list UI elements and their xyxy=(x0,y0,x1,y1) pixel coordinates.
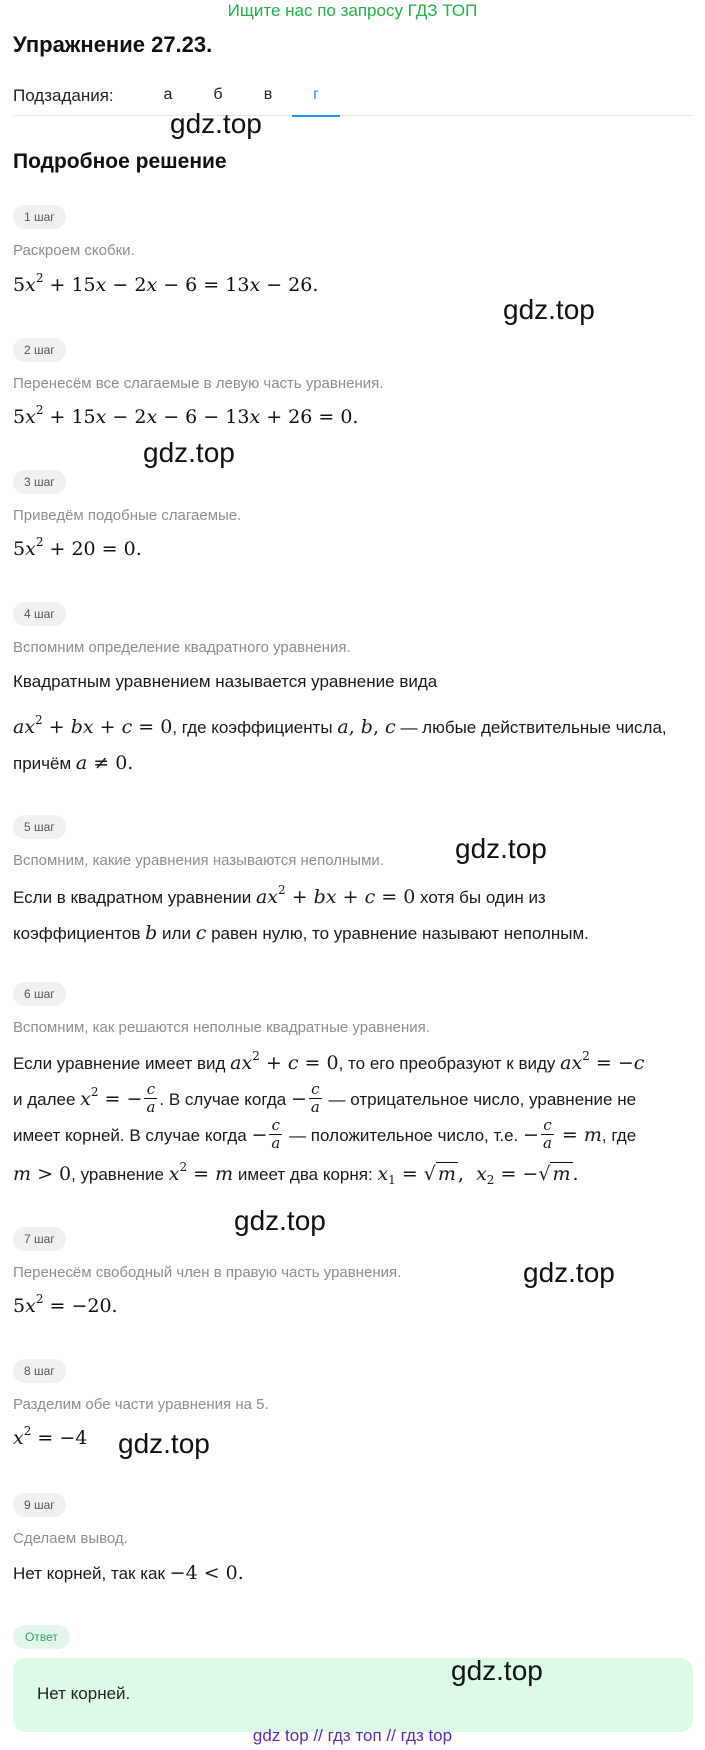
subtasks-bar xyxy=(13,84,703,116)
step-2-badge: 2 шаг xyxy=(13,338,66,362)
step-6-line-3: имеет корней. В случае когда − $\frac{c}{a}$ — положительное число, т.е. − $\frac{c}{a}$ = m, где xyxy=(13,1116,637,1153)
step-1-caption: Раскроем скобки. xyxy=(13,242,135,259)
step-7-badge: 7 шаг xyxy=(13,1227,66,1251)
step-5-caption: Вспомним, какие уравнения называются неполными. xyxy=(13,852,384,869)
step-5-line-1: Если в квадратном уравнении $ax^2$ + bx + c = 0 хотя бы один из xyxy=(13,883,546,908)
top-banner: Ищите нас по запросу ГДЗ ТОП xyxy=(227,1,478,20)
step-9-caption: Сделаем вывод. xyxy=(13,1530,128,1547)
section-title: Подробное решение xyxy=(13,150,227,173)
step-5-badge: 5 шаг xyxy=(13,815,66,839)
step-9-badge: 9 шаг xyxy=(13,1493,66,1517)
watermark: gdz.top xyxy=(170,108,262,139)
step-5-line-2: коэффициентов b или c равен нулю, то уравнение называют неполным. xyxy=(13,922,589,944)
step-8-caption: Разделим обе части уравнения на 5. xyxy=(13,1396,269,1413)
answer-text: Нет корней. xyxy=(37,1684,131,1703)
step-4-condition-line: причём a ≠ 0. xyxy=(13,752,134,774)
step-7-caption: Перенесём свободный член в правую часть уравнения. xyxy=(13,1264,402,1281)
watermark: gdz.top xyxy=(143,437,235,468)
step-2-formula: $5x^2 + 15x - 2x - 6 - 13x + 26 = 0$. xyxy=(13,403,359,428)
step-6-caption: Вспомним, как решаются неполные квадратные уравнения. xyxy=(13,1019,430,1036)
step-8-badge: 8 шаг xyxy=(13,1359,66,1383)
step-2-caption: Перенесём все слагаемые в левую часть уравнения. xyxy=(13,375,384,392)
step-9-conclusion: Нет корней, так как −4 < 0. xyxy=(13,1562,244,1584)
watermark: gdz.top xyxy=(118,1428,210,1459)
tab-v[interactable]: в xyxy=(263,86,273,103)
step-6-line-4: m > 0, уравнение $x^2 = m$ имеет два корня: $x_1$ = √ m , $x_2$ = −√ m . xyxy=(13,1160,579,1187)
step-6-badge: 6 шаг xyxy=(13,982,66,1006)
step-4-equation-line: $ax^2$ + bx + c = 0, где коэффициенты a, b, c — любые действительные числа, xyxy=(13,713,667,738)
step-6-line-2: и далее $x^2$ = − $\frac{c}{a}$ . В случае когда − $\frac{c}{a}$ — отрицательное число, уравнение не xyxy=(13,1080,637,1117)
tab-b[interactable]: б xyxy=(213,86,223,103)
subtasks-label: Подзадания: xyxy=(13,86,114,105)
answer-box xyxy=(13,1658,693,1732)
step-4-caption: Вспомним определение квадратного уравнения. xyxy=(13,639,351,656)
footer-text: gdz top // гдз топ // гдз top xyxy=(252,1726,453,1745)
step-3-formula: $5x^2 + 20 = 0$. xyxy=(13,535,142,560)
tab-g[interactable]: г xyxy=(296,86,336,104)
page-title: Упражнение 27.23. xyxy=(13,32,213,57)
answer-badge: Ответ xyxy=(13,1625,70,1649)
subtasks-divider xyxy=(13,115,693,116)
step-1-formula: $5x^2 + 15x - 2x - 6 = 13x - 26$. xyxy=(13,271,319,296)
tab-a[interactable]: а xyxy=(163,86,173,103)
step-3-caption: Приведём подобные слагаемые. xyxy=(13,507,242,524)
step-1-badge: 1 шаг xyxy=(13,205,66,229)
step-6-line-1: Если уравнение имеет вид $ax^2 + c = 0$, то его преобразуют к виду $ax^2 = -c$ xyxy=(13,1049,645,1074)
step-4-badge: 4 шаг xyxy=(13,602,66,626)
step-8-formula: $x^2 = -4$ xyxy=(13,1424,88,1449)
watermark: gdz.top xyxy=(451,1655,543,1686)
step-7-formula: $5x^2 = -20$. xyxy=(13,1292,118,1317)
watermark: gdz.top xyxy=(523,1257,615,1288)
watermark: gdz.top xyxy=(503,294,595,325)
watermark: gdz.top xyxy=(455,833,547,864)
step-4-definition: Квадратным уравнением называется уравнение вида xyxy=(13,672,438,691)
step-3-badge: 3 шаг xyxy=(13,470,66,494)
watermark: gdz.top xyxy=(234,1205,326,1236)
